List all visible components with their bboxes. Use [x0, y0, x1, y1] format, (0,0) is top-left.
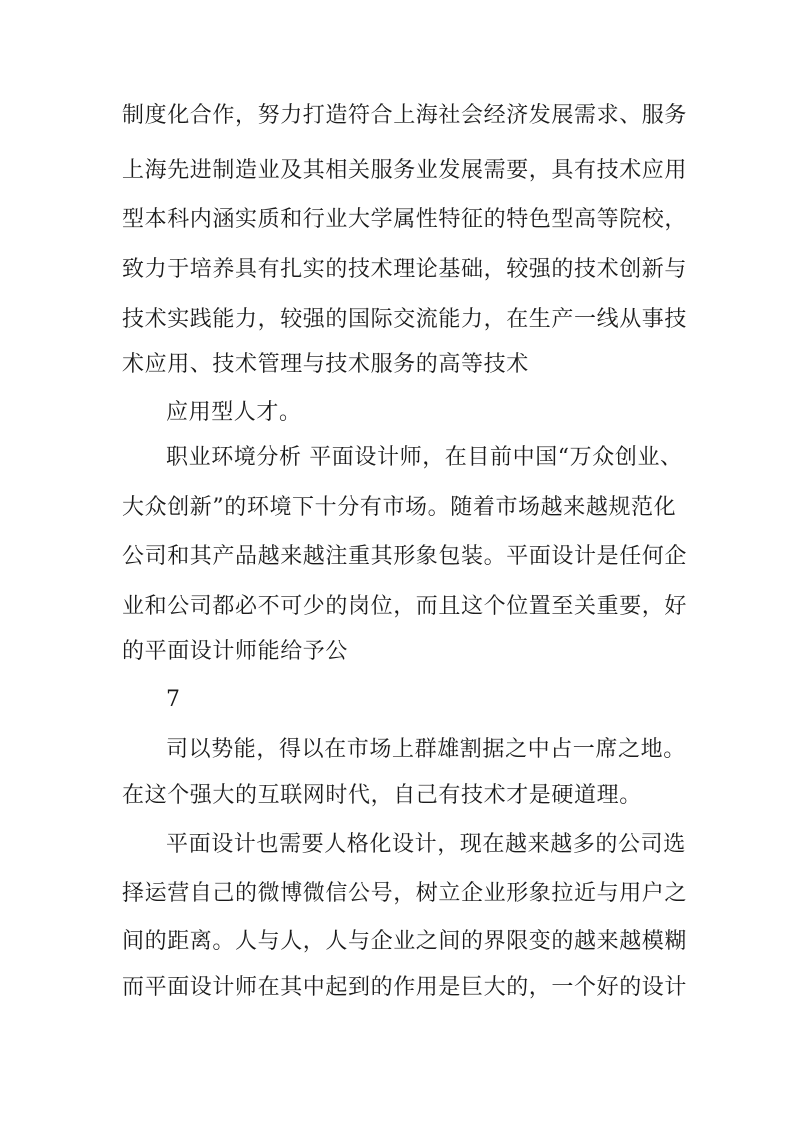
text-line: 应用型人才。: [166, 400, 302, 425]
text-line: 间的距离。人与人，人与企业之间的界限变的越来越模糊: [122, 929, 688, 954]
text-line: 型本科内涵实质和行业大学属性特征的特色型高等院校，: [122, 207, 688, 232]
text-line: 择运营自己的微博微信公号，树立企业形象拉近与用户之: [122, 881, 688, 906]
page-number: 7: [166, 687, 181, 712]
text-line: 在这个强大的互联网时代，自己有技术才是硬道理。: [122, 783, 642, 808]
text-line: 致力于培养具有扎实的技术理论基础，较强的技术创新与: [122, 257, 688, 282]
text-line: 平面设计也需要人格化设计，现在越来越多的公司选: [166, 832, 686, 857]
text-line: 制度化合作，努力打造符合上海社会经济发展需求、服务: [122, 103, 688, 128]
text-line: 公司和其产品越来越注重其形象包装。平面设计是任何企: [122, 544, 688, 569]
text-line: 业和公司都必不可少的岗位，而且这个位置至关重要，好: [122, 594, 688, 619]
text-line: 技术实践能力，较强的国际交流能力，在生产一线从事技: [122, 307, 688, 332]
text-line: 的平面设计师能给予公: [122, 639, 349, 664]
text-line: 上海先进制造业及其相关服务业发展需要，具有技术应用: [122, 158, 688, 183]
text-line: 而平面设计师在其中起到的作用是巨大的，一个好的设计: [122, 975, 688, 1000]
text-line: 职业环境分析 平面设计师，在目前中国“万众创业、: [166, 445, 683, 470]
text-line: 大众创新”的环境下十分有市场。随着市场越来越规范化: [122, 495, 677, 520]
text-line: 司以势能，得以在市场上群雄割据之中占一席之地。: [166, 737, 686, 762]
text-line: 术应用、技术管理与技术服务的高等技术: [122, 352, 529, 377]
